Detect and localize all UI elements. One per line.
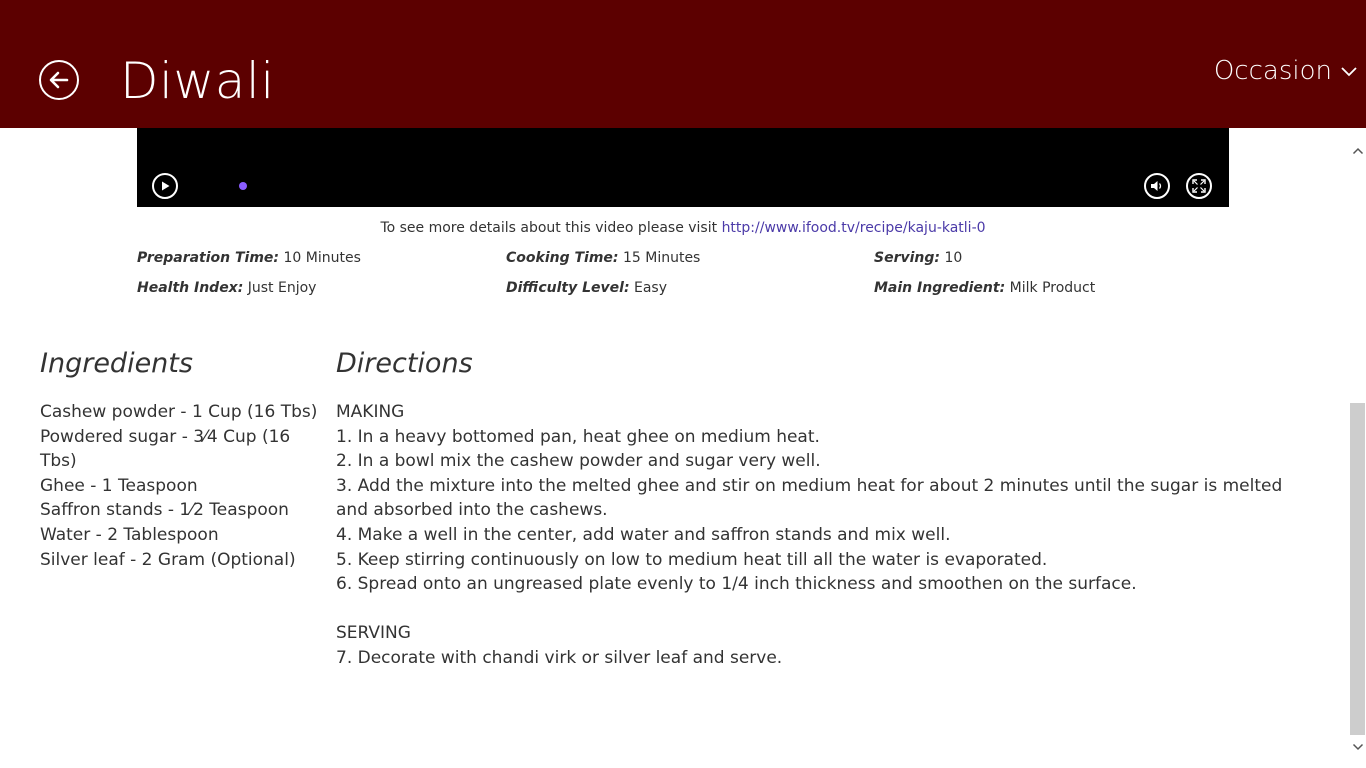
difficulty-level	[506, 278, 667, 298]
ingredients-list	[40, 400, 330, 572]
serving	[874, 248, 962, 268]
recipe-link[interactable]: http://www.ifood.tv/recipe/kaju-katli-0	[721, 220, 986, 236]
ingredient-item: Water - 2 Tablespoon	[40, 524, 219, 545]
chevron-down-icon	[1340, 62, 1358, 80]
cooking-time-label: Cooking Time:	[506, 250, 619, 266]
health-index-value: Just Enjoy	[247, 280, 317, 296]
back-button[interactable]	[39, 60, 79, 100]
cooking-time	[506, 248, 700, 268]
volume-button[interactable]	[1144, 173, 1170, 199]
direction-spacer	[336, 597, 1286, 622]
serving-value: 10	[944, 250, 963, 266]
page-title: Diwali	[120, 52, 275, 110]
direction-section-making: MAKING	[336, 402, 405, 422]
cooking-time-value: 15 Minutes	[622, 250, 701, 266]
occasion-menu[interactable]	[1214, 54, 1358, 88]
preparation-time	[137, 248, 361, 268]
difficulty-level-value: Easy	[634, 280, 668, 296]
ingredients-heading: Ingredients	[40, 348, 193, 379]
video-note-text: To see more details about this video please visit	[380, 220, 722, 236]
direction-step: 7. Decorate with chandi virk or silver leaf and serve.	[336, 647, 783, 668]
occasion-menu-label: Occasion	[1213, 56, 1332, 86]
play-icon	[159, 180, 171, 192]
scroll-thumb[interactable]	[1350, 403, 1365, 735]
chevron-down-icon	[1352, 741, 1364, 753]
direction-step: 2. In a bowl mix the cashew powder and sugar very well.	[336, 451, 821, 472]
difficulty-level-label: Difficulty Level:	[506, 280, 630, 296]
ingredient-item: Powdered sugar - 3⁄4 Cup (16 Tbs)	[40, 426, 291, 472]
video-details-note	[0, 218, 1366, 238]
direction-step: 3. Add the mixture into the melted ghee and stir on medium heat for about 2 minutes until the sugar is melted and absorbed into the cashews.	[336, 475, 1283, 521]
fullscreen-button[interactable]	[1186, 173, 1212, 199]
ingredient-item: Silver leaf - 2 Gram (Optional)	[40, 549, 296, 570]
ingredient-item: Ghee - 1 Teaspoon	[40, 475, 198, 496]
preparation-time-value: 10 Minutes	[283, 250, 361, 266]
volume-icon	[1150, 179, 1164, 193]
scroll-down-button[interactable]	[1349, 738, 1366, 755]
direction-step: 5. Keep stirring continuously on low to medium heat till all the water is evaporated.	[336, 549, 1048, 570]
main-ingredient	[874, 278, 1095, 298]
direction-step: 6. Spread onto an ungreased plate evenly to 1/4 inch thickness and smoothen on the surface.	[336, 574, 1137, 595]
directions-list	[336, 400, 1286, 671]
main-ingredient-value: Milk Product	[1009, 280, 1096, 296]
health-index-label: Health Index:	[137, 280, 244, 296]
main-ingredient-label: Main Ingredient:	[874, 280, 1006, 296]
health-index	[137, 278, 316, 298]
video-player[interactable]	[137, 128, 1229, 207]
directions-heading: Directions	[336, 348, 473, 379]
ingredient-item: Saffron stands - 1⁄2 Teaspoon	[40, 500, 289, 521]
vertical-scrollbar[interactable]	[1349, 128, 1366, 768]
serving-label: Serving:	[874, 250, 940, 266]
chevron-up-icon	[1352, 145, 1364, 157]
preparation-time-label: Preparation Time:	[137, 250, 280, 266]
progress-slider-thumb[interactable]	[239, 182, 247, 190]
play-button[interactable]	[152, 173, 178, 199]
fullscreen-icon	[1192, 179, 1206, 193]
direction-section-serving: SERVING	[336, 623, 411, 644]
back-arrow-icon	[48, 69, 70, 91]
scroll-up-button[interactable]	[1349, 142, 1366, 159]
direction-step: 4. Make a well in the center, add water and saffron stands and mix well.	[336, 524, 951, 545]
app-header	[0, 0, 1366, 128]
ingredient-item: Cashew powder - 1 Cup (16 Tbs)	[40, 402, 318, 422]
direction-step: 1. In a heavy bottomed pan, heat ghee on medium heat.	[336, 426, 820, 447]
